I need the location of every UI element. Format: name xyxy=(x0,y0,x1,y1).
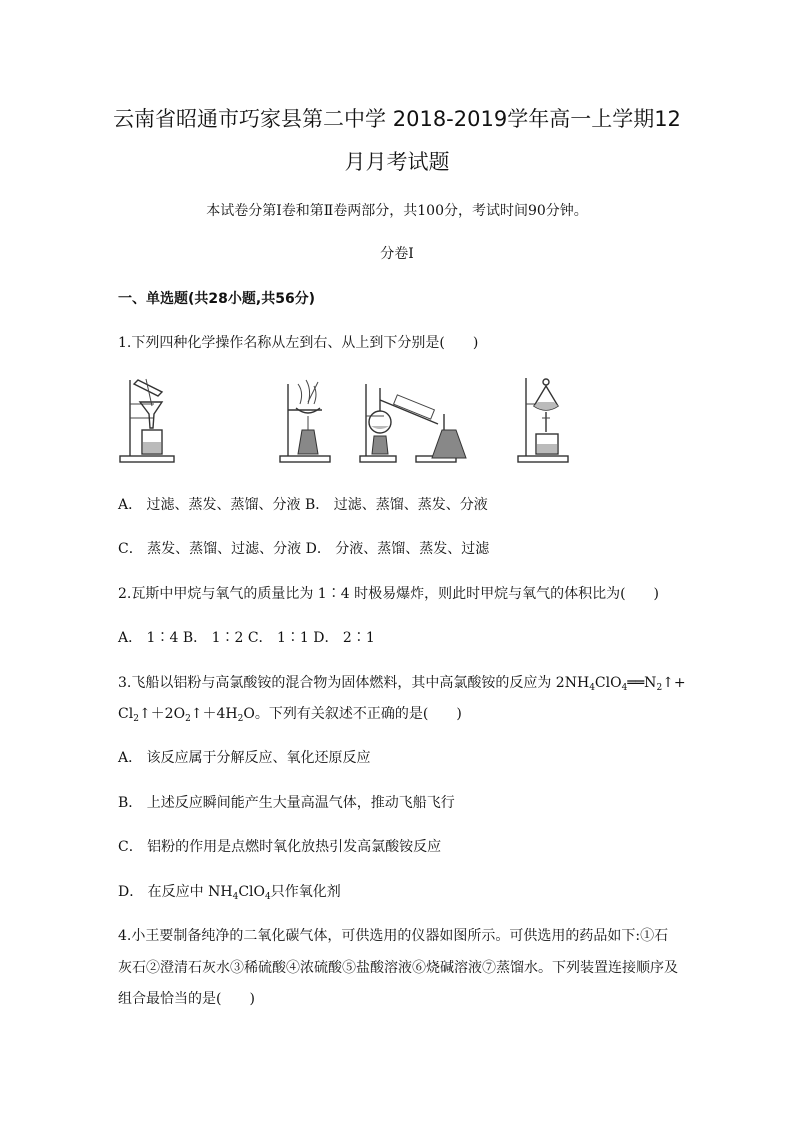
exam-intro: 本试卷分第Ⅰ卷和第Ⅱ卷两部分，共100分，考试时间90分钟。 xyxy=(206,203,588,219)
filtration-apparatus-icon xyxy=(118,374,180,466)
document-title-line-2: 月月考试题 xyxy=(344,150,450,174)
question-1-options-cd: C． 蒸发、蒸馏、过滤、分液 D． 分液、蒸馏、蒸发、过滤 xyxy=(118,541,490,557)
question-3-option-c: C． 铝粉的作用是点燃时氧化放热引发高氯酸铵反应 xyxy=(118,839,442,855)
question-3-option-b: B． 上述反应瞬间能产生大量高温气体，推动飞船飞行 xyxy=(118,795,455,811)
question-3-option-a: A． 该反应属于分解反应、氧化还原反应 xyxy=(118,750,371,766)
question-4-stem-line-3: 组合最恰当的是( ) xyxy=(118,991,255,1007)
question-3-option-d: D． 在反应中 $NH_4ClO_4$只作氧化剂 xyxy=(118,884,341,902)
question-1-apparatus-figure xyxy=(118,374,588,466)
question-4-stem-line-1: 4.小王要制备纯净的二氧化碳气体，可供选用的仪器如图所示。可供选用的药品如下:①石 xyxy=(118,928,669,944)
question-1-stem: 1.下列四种化学操作名称从左到右、从上到下分别是( ) xyxy=(118,335,479,351)
distillation-apparatus-icon xyxy=(358,374,482,466)
evaporation-apparatus-icon xyxy=(278,374,334,466)
separatory-funnel-apparatus-icon xyxy=(516,374,572,466)
question-2-options: A． 1∶4 B． 1∶2 C． 1∶1 D． 2∶1 xyxy=(118,630,375,646)
question-2-stem: 2.瓦斯中甲烷与氧气的质量比为 1∶4 时极易爆炸，则此时甲烷与氧气的体积比为( ) xyxy=(118,586,659,602)
part-label: 分卷Ⅰ xyxy=(380,246,414,262)
question-3-stem-line-2: $Cl_2↑+2O_2↑+4H_2O$。下列有关叙述不正确的是( ) xyxy=(118,706,462,724)
section-heading: 一、单选题(共28小题,共56分) xyxy=(118,291,316,307)
document-title-line-1: 云南省昭通市巧家县第二中学 2018-2019学年高一上学期12 xyxy=(113,107,681,131)
question-1-options-ab: A． 过滤、蒸发、蒸馏、分液 B． 过滤、蒸馏、蒸发、分液 xyxy=(118,497,488,513)
question-4-stem-line-2: 灰石②澄清石灰水③稀硫酸④浓硫酸⑤盐酸溶液⑥烧碱溶液⑦蒸馏水。下列装置连接顺序及 xyxy=(118,960,678,976)
question-3-stem-line-1: 3.飞船以铝粉与高氯酸铵的混合物为固体燃料，其中高氯酸铵的反应为 $2NH_4ClO_4══N_2↑+$ xyxy=(118,675,686,693)
